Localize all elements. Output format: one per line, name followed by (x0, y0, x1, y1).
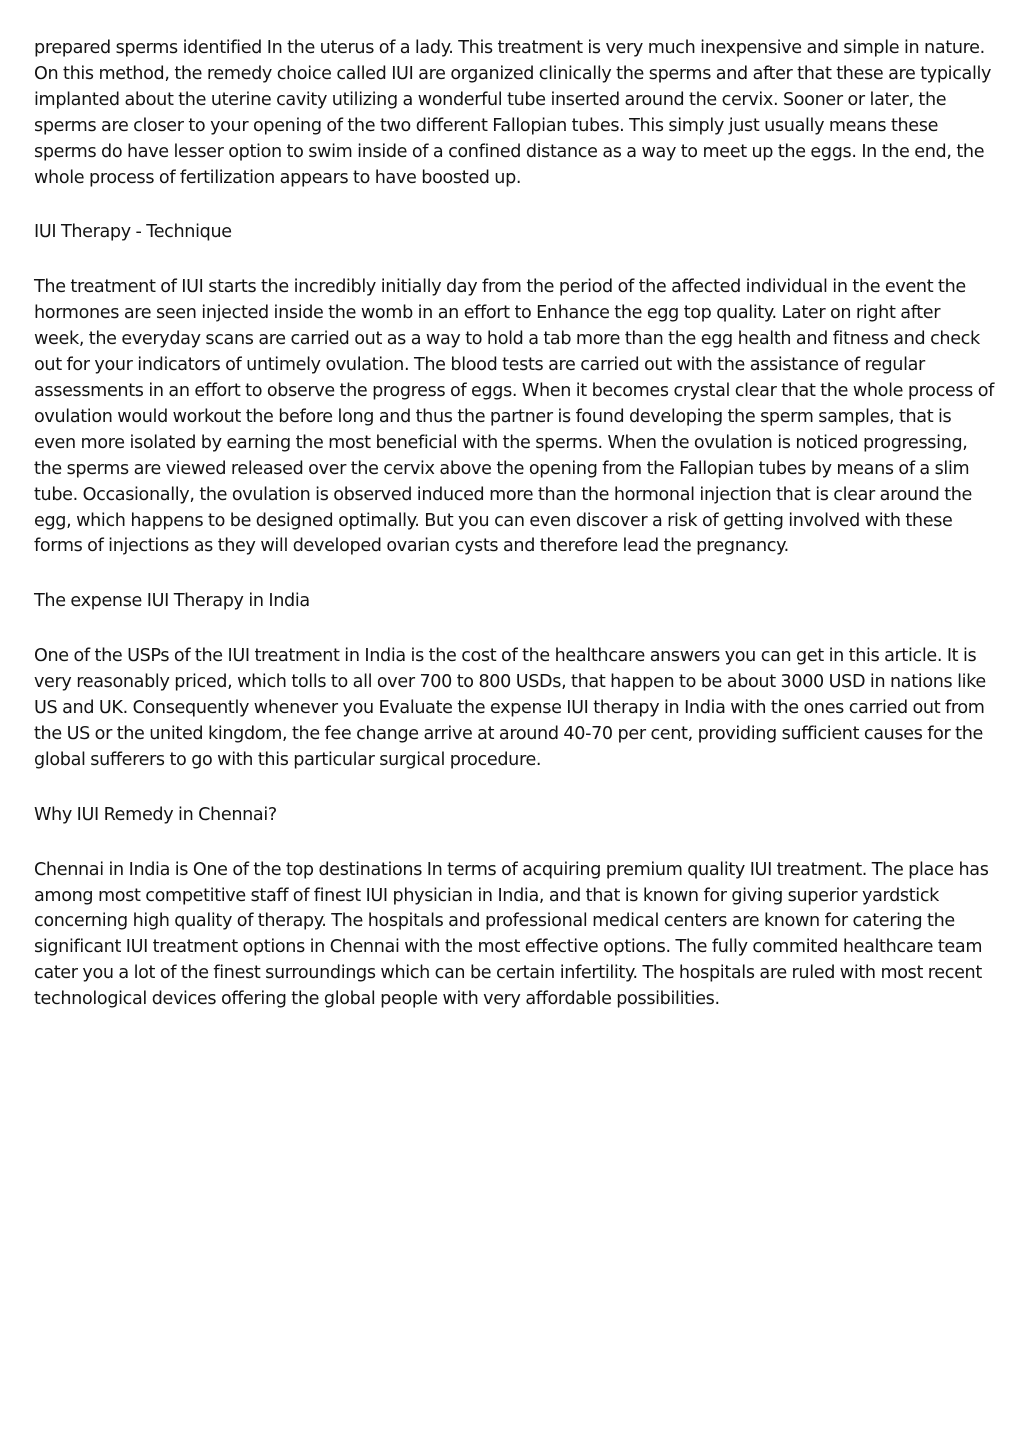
heading-technique: IUI Therapy - Technique (34, 222, 232, 243)
heading-chennai: Why IUI Remedy in Chennai? (34, 804, 277, 825)
heading-expense: The expense IUI Therapy in India (34, 591, 310, 612)
paragraph-expense: One of the USPs of the IUI treatment in India is the cost of the healthcare answers you can get in this article. It is very reasonably priced, which tolls to all over 700 to 800 USDs, that happen to be about 3000 USD in nations like US and UK. Consequently whenever you Evaluate the expense IUI therapy in India with the ones carried out from the US or the united kingdom, the fee change arrive at around 40-70 per cent, providing sufficient causes for the global sufferers to go with this particular surgical procedure. (34, 646, 986, 770)
document-body (34, 36, 994, 1042)
paragraph-intro: prepared sperms identified In the uterus of a lady. This treatment is very much inexpensive and simple in nature. On this method, the remedy choice called IUI are organized clinically the sperms and after that these are typically implanted about the uterine cavity utilizing a wonderful tube inserted around the cervix. Sooner or later, the sperms are closer to your opening of the two different Fallopian tubes. This simply just usually means these sperms do have lesser option to swim inside of a confined distance as a way to meet up the eggs. In the end, the whole process of fertilization appears to have boosted up. (34, 38, 992, 188)
paragraph-chennai: Chennai in India is One of the top destinations In terms of acquiring premium quality IUI treatment. The place has among most competitive staff of finest IUI physician in India, and that is known for giving superior yardstick concerning high quality of therapy. The hospitals and professional medical centers are known for catering the significant IUI treatment options in Chennai with the most effective options. The fully commited healthcare team cater you a lot of the finest surroundings which can be certain infertility. The hospitals are ruled with most recent technological devices offering the global people with very affordable possibilities. (34, 859, 989, 1010)
paragraph-technique: The treatment of IUI starts the incredibly initially day from the period of the affected individual in the event the hormones are seen injected inside the womb in an effort to Enhance the egg top quality. Later on right after week, the everyday scans are carried out as a way to hold a tab more than the egg health and fitness and check out for your indicators of untimely ovulation. The blood tests are carried out with the assistance of regular assessments in an effort to observe the progress of eggs. When it becomes crystal clear that the whole process of ovulation would workout the before long and thus the partner is found developing the sperm samples, that is even more isolated by earning the most beneficial with the sperms. When the ovulation is noticed progressing, the sperms are viewed released over the cervix above the opening from the Fallopian tubes by means of a slim tube. Occasionally, the ovulation is observed induced more than the hormonal injection that is clear around the egg, which happens to be designed optimally. But you can even discover a risk of getting involved with these forms of injections as they will developed ovarian cysts and therefore lead the pregnancy. (34, 277, 994, 557)
